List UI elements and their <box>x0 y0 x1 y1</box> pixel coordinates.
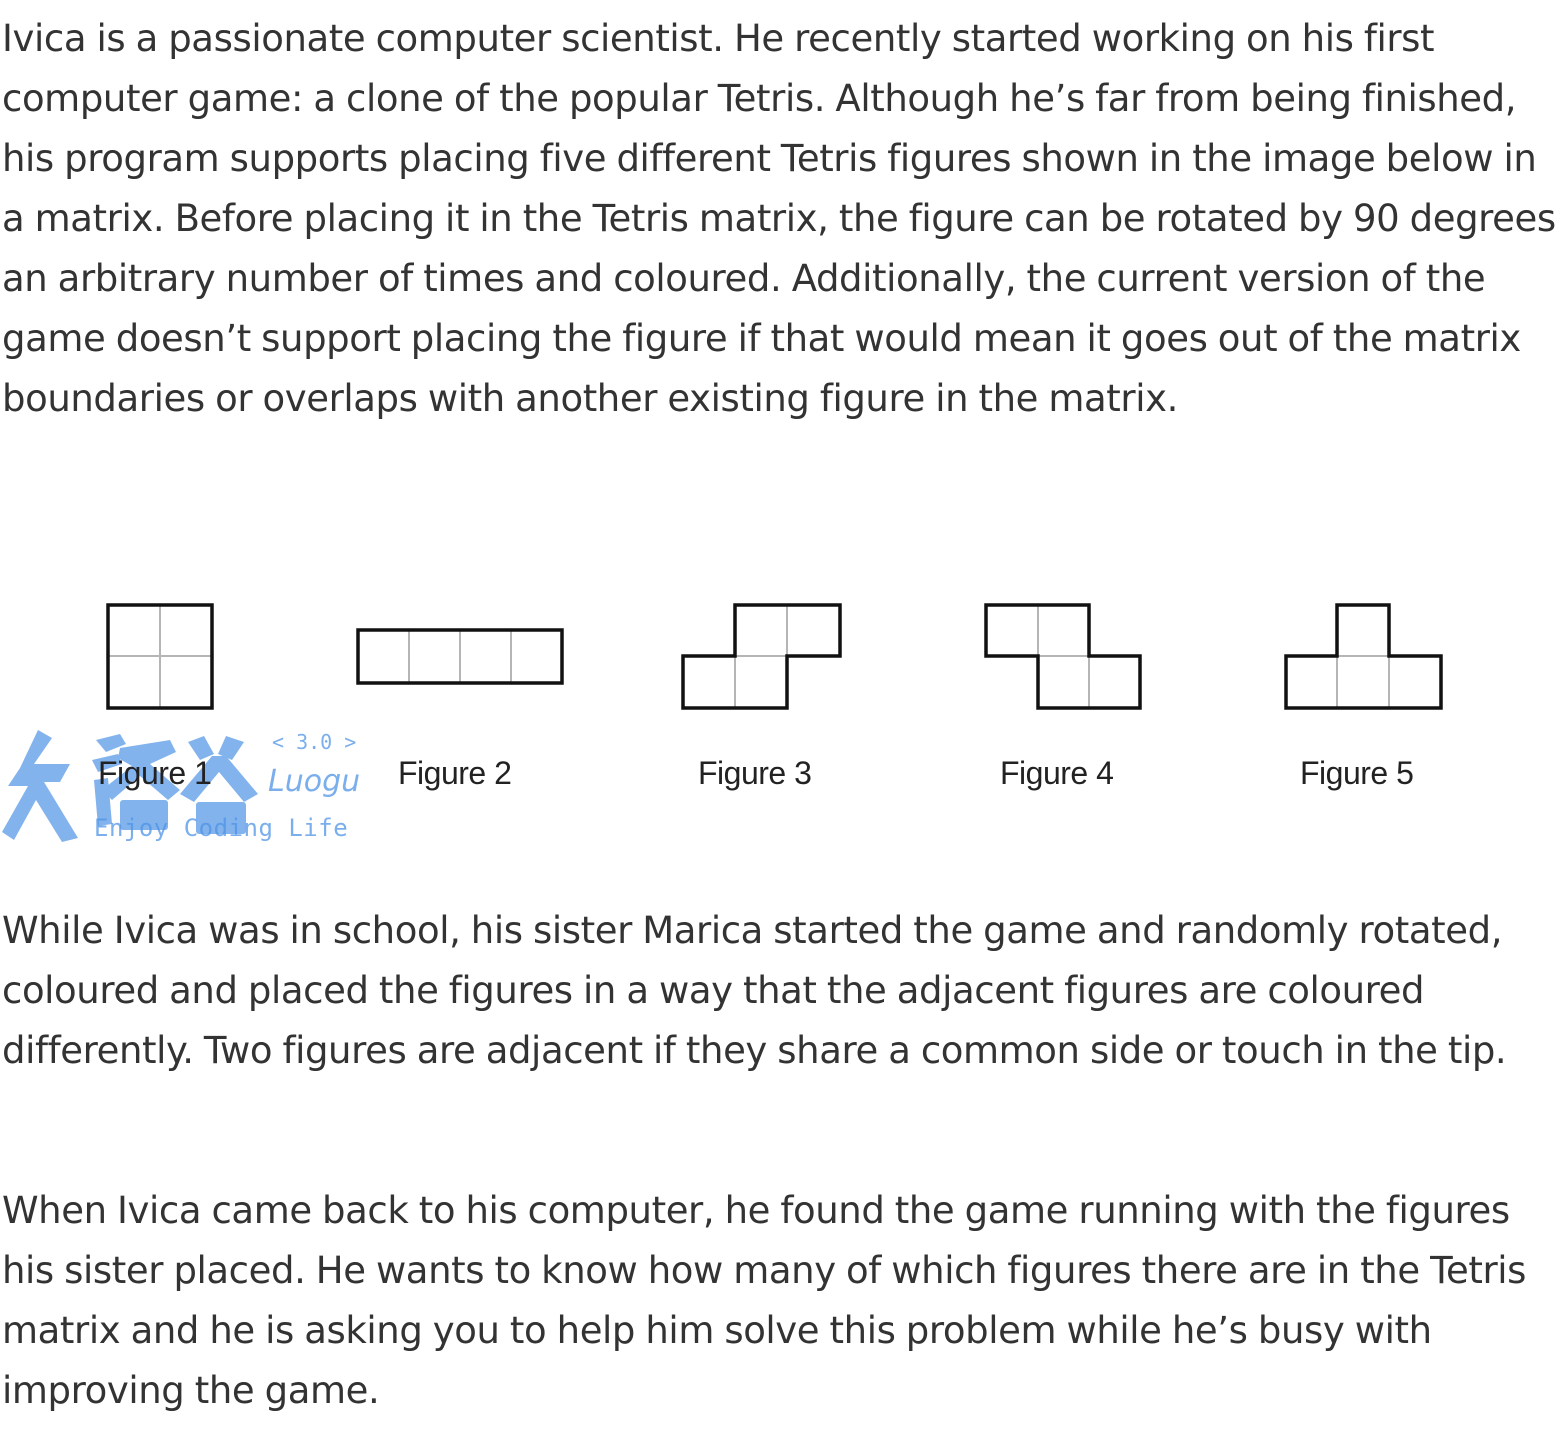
tetris-figures-image <box>0 590 1559 850</box>
intro-paragraph: Ivica is a passionate computer scientist. He recently started working on his first computer game: a clone of the popular Tetris. Although he’s far from being finished, his program supports placing five different Tetris figures shown in the image below in a matrix. Before placing it in the Tetris matrix, the figure can be rotated by 90 degrees an arbitrary number of times and coloured. Additionally, the current version of the game doesn’t support placing the figure if that would mean it goes out of the matrix boundaries or overlaps with another existing figure in the matrix. <box>2 17 1556 420</box>
figure-3-shape <box>683 605 840 708</box>
watermark-name: Luogu <box>268 764 361 799</box>
figure-2-caption: Figure 2 <box>398 755 512 791</box>
figure-5-shape <box>1286 605 1441 708</box>
figure-5-caption: Figure 5 <box>1300 755 1414 791</box>
watermark-slogan: Enjoy Coding Life <box>94 814 349 842</box>
sister-paragraph: While Ivica was in school, his sister Marica started the game and randomly rotated, coloured and placed the figures in a way that the adjacent figures are coloured differently. Two figures are adjacent if they share a common side or touch in the tip. <box>2 909 1507 1072</box>
figure-3-caption: Figure 3 <box>698 755 812 791</box>
figure-4-shape <box>986 605 1140 708</box>
watermark-version: < 3.0 > <box>272 730 357 754</box>
figure-1-caption: Figure 1 <box>98 755 212 791</box>
figure-1-shape <box>108 605 212 708</box>
figure-2-shape <box>358 630 562 683</box>
task-paragraph: When Ivica came back to his computer, he found the game running with the figures his sister placed. He wants to know how many of which figures there are in the Tetris matrix and he is asking you to help him solve this problem while he’s busy with improving the game. <box>2 1189 1527 1412</box>
figure-4-caption: Figure 4 <box>1000 755 1114 791</box>
